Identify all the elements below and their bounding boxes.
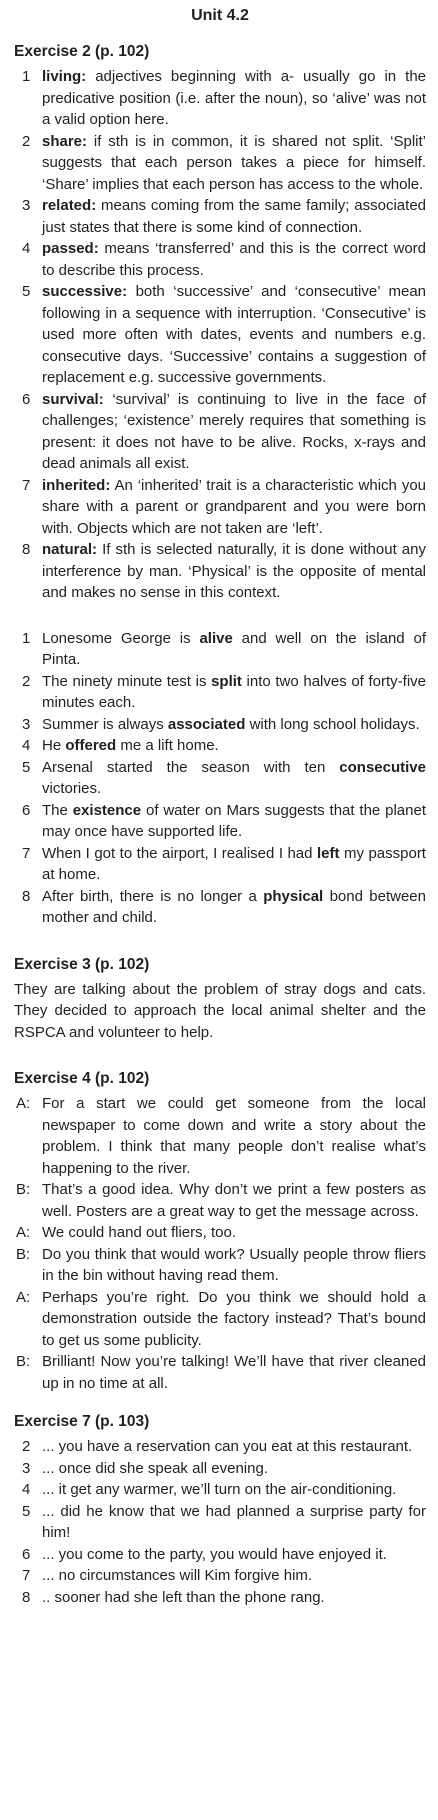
exercise-2-section — [14, 42, 426, 929]
explanation-text: if sth is in common, it is shared not split. ‘Split’ suggests that each person takes a piece for himself. ‘Share’ implies that each person has access to the whole. — [42, 132, 426, 193]
spacer — [14, 1043, 426, 1069]
item-number: 7 — [22, 844, 31, 862]
answer-term: natural: — [42, 541, 98, 558]
dialogue-line — [14, 1287, 426, 1352]
item-number: 3 — [22, 197, 31, 214]
sentence-item — [14, 886, 426, 929]
explanation-text: means ‘transferred’ and this is the correct word to describe this process. — [42, 240, 426, 279]
sentence-text: When I got to the airport, I realised I had — [42, 844, 317, 862]
dialogue-line — [14, 1222, 426, 1244]
item-number: 2 — [22, 132, 31, 150]
item-number: 5 — [22, 758, 31, 776]
item-number: 1 — [22, 629, 31, 647]
sentence-item — [14, 843, 426, 886]
answer-text: ... it get any warmer, we’ll turn on the air-conditioning. — [42, 1481, 397, 1498]
answer-text: ... did he know that we had planned a surprise party for him! — [42, 1502, 426, 1541]
sentence-text: with long school holidays. — [245, 715, 420, 733]
explanation-item — [14, 131, 426, 196]
exercise-4-dialogue — [14, 1093, 426, 1394]
sentence-item — [14, 757, 426, 800]
item-number: 1 — [22, 68, 31, 85]
exercise-7-section — [14, 1412, 426, 1608]
spacer — [14, 604, 426, 628]
answer-word: associated — [167, 715, 246, 733]
answer-text: ... you have a reservation can you eat at this restaurant. — [42, 1438, 413, 1455]
sentence-text: Summer is always — [42, 715, 168, 733]
dialogue-line — [14, 1351, 426, 1394]
explanation-item — [14, 281, 426, 389]
item-number: 8 — [22, 541, 31, 558]
sentence-text: After birth, there is no longer a — [42, 887, 264, 905]
answer-item — [14, 1565, 426, 1587]
answer-item — [14, 1501, 426, 1544]
answer-item — [14, 1436, 426, 1458]
dialogue-text: Do you think that would work? Usually people throw fliers in the bin without having read them. — [42, 1245, 426, 1284]
answer-term: passed: — [42, 240, 99, 257]
explanation-text: An ‘inherited’ trait is a characteristic which you share with a parent or grandparent and you were born with. Objects which are not taken are ‘left’. — [42, 476, 426, 537]
item-number: 6 — [22, 801, 31, 819]
item-number: 7 — [22, 1567, 31, 1584]
sentence-item — [14, 714, 426, 736]
dialogue-text: Perhaps you’re right. Do you think we should hold a demonstration outside the factory instead? That’s bound to get us some publicity. — [42, 1288, 426, 1349]
exercise-3-heading: Exercise 3 (p. 102) — [14, 955, 150, 973]
answer-text: ... no circumstances will Kim forgive him. — [42, 1567, 313, 1584]
sentence-text: Arsenal started the season with ten — [42, 758, 340, 776]
dialogue-line — [14, 1093, 426, 1179]
dialogue-text: For a start we could get someone from the local newspaper to come down and write a story about the problem. I think that many people don’t realise what’s happening to the river. — [42, 1095, 426, 1177]
unit-title: Unit 4.2 — [191, 7, 249, 24]
exercise-7-answers — [14, 1436, 426, 1608]
explanation-text: ‘survival’ is continuing to live in the face of challenges; ‘existence’ merely requires that something is present: it does not have to be alive. Rocks, x-rays and dead animals all exist. — [42, 390, 426, 472]
item-number: 6 — [22, 1545, 31, 1563]
item-number: 4 — [22, 737, 31, 754]
speaker-label: A: — [16, 1224, 31, 1241]
sentence-text: The — [42, 801, 73, 819]
answer-text: ... you come to the party, you would have enjoyed it. — [42, 1545, 387, 1563]
item-number: 8 — [22, 887, 31, 905]
item-number: 4 — [22, 1481, 31, 1498]
answer-term: survival: — [42, 390, 104, 408]
item-number: 3 — [22, 1459, 31, 1477]
dialogue-text: Brilliant! Now you’re talking! We’ll have that river cleaned up in no time at all. — [42, 1353, 426, 1392]
item-number: 2 — [22, 1438, 31, 1455]
answer-term: related: — [42, 197, 97, 214]
speaker-label: B: — [16, 1353, 31, 1370]
sentence-item — [14, 735, 426, 757]
answer-term: living: — [42, 68, 87, 85]
answer-item — [14, 1479, 426, 1501]
speaker-label: A: — [16, 1095, 31, 1112]
speaker-label: A: — [16, 1288, 31, 1306]
sentence-text: me a lift home. — [116, 737, 219, 754]
item-number: 8 — [22, 1588, 31, 1606]
explanation-item — [14, 539, 426, 604]
exercise-2-explanations — [14, 66, 426, 604]
item-number: 5 — [22, 1502, 31, 1520]
answer-word: existence — [72, 801, 142, 819]
answer-word: alive — [199, 629, 233, 647]
sentence-item — [14, 671, 426, 714]
sentence-text: victories. — [42, 780, 102, 797]
sentence-text: of water on Mars suggests that the planet may once have supported life. — [42, 801, 427, 840]
dialogue-text: We could hand out fliers, too. — [42, 1224, 237, 1241]
dialogue-line — [14, 1179, 426, 1222]
sentence-text: Lonesome George is — [42, 629, 200, 647]
answer-word: consecutive — [339, 758, 426, 776]
answer-word: offered — [65, 737, 117, 754]
speaker-label: B: — [16, 1245, 31, 1263]
item-number: 4 — [22, 240, 31, 257]
explanation-item — [14, 475, 426, 540]
explanation-text: If sth is selected naturally, it is done without any interference by man. ‘Physical’ is the opposite of mental and makes no sense in this context. — [42, 541, 426, 601]
answer-word: left — [316, 844, 340, 862]
sentence-text: He — [42, 737, 66, 754]
exercise-4-heading: Exercise 4 (p. 102) — [14, 1070, 150, 1087]
item-number: 7 — [22, 476, 31, 494]
sentence-item — [14, 628, 426, 671]
item-number: 3 — [22, 715, 31, 733]
sentence-text: and well on the island of Pinta. — [42, 629, 426, 668]
answer-term: inherited: — [42, 476, 111, 494]
item-number: 6 — [22, 390, 31, 408]
dialogue-text: That’s a good idea. Why don’t we print a few posters as well. Posters are a great way to get the message across. — [42, 1181, 426, 1220]
explanation-item — [14, 389, 426, 475]
spacer — [14, 929, 426, 955]
speaker-label: B: — [16, 1181, 31, 1198]
item-number: 5 — [22, 283, 31, 300]
explanation-text: means coming from the same family; associated just states that there is some kind of connection. — [42, 197, 426, 236]
answer-word: split — [211, 672, 242, 690]
answer-word: physical — [263, 887, 324, 905]
answer-term: successive: — [42, 283, 128, 300]
explanation-item — [14, 238, 426, 281]
explanation-text: adjectives beginning with a- usually go in the predicative position (i.e. after the noun), so ‘alive’ was not a valid option here. — [42, 68, 427, 128]
spacer — [14, 1394, 426, 1412]
answer-term: share: — [42, 132, 88, 150]
exercise-2-heading: Exercise 2 (p. 102) — [14, 43, 150, 60]
sentence-item — [14, 800, 426, 843]
answer-text: ... once did she speak all evening. — [42, 1459, 268, 1477]
sentence-text: bond between mother and child. — [42, 887, 426, 926]
explanation-item — [14, 195, 426, 238]
sentence-text: into two halves of forty-five minutes each. — [42, 672, 426, 711]
exercise-7-heading: Exercise 7 (p. 103) — [14, 1413, 150, 1430]
dialogue-line — [14, 1244, 426, 1287]
sentence-text: The ninety minute test is — [42, 672, 212, 690]
answer-item — [14, 1458, 426, 1480]
sentence-text: my passport at home. — [42, 844, 426, 883]
exercise-2-sentences — [14, 628, 426, 929]
exercise-3-answer: They are talking about the problem of stray dogs and cats. They decided to approach the local animal shelter and the RSPCA and volunteer to help. — [14, 980, 426, 1041]
explanation-item — [14, 66, 426, 131]
answer-text: .. sooner had she left than the phone rang. — [42, 1588, 325, 1606]
answer-item — [14, 1544, 426, 1566]
exercise-3-section — [14, 955, 426, 1044]
answer-item — [14, 1587, 426, 1609]
explanation-text: both ‘successive’ and ‘consecutive’ mean following in a sequence with interruption. ‘Consecutive’ is used more often with dates, events and numbers e.g. consecutive days. ‘Successive’ contains a suggestion of replacement e.g. successive governments. — [42, 283, 427, 386]
item-number: 2 — [22, 672, 31, 690]
exercise-4-section — [14, 1069, 426, 1394]
